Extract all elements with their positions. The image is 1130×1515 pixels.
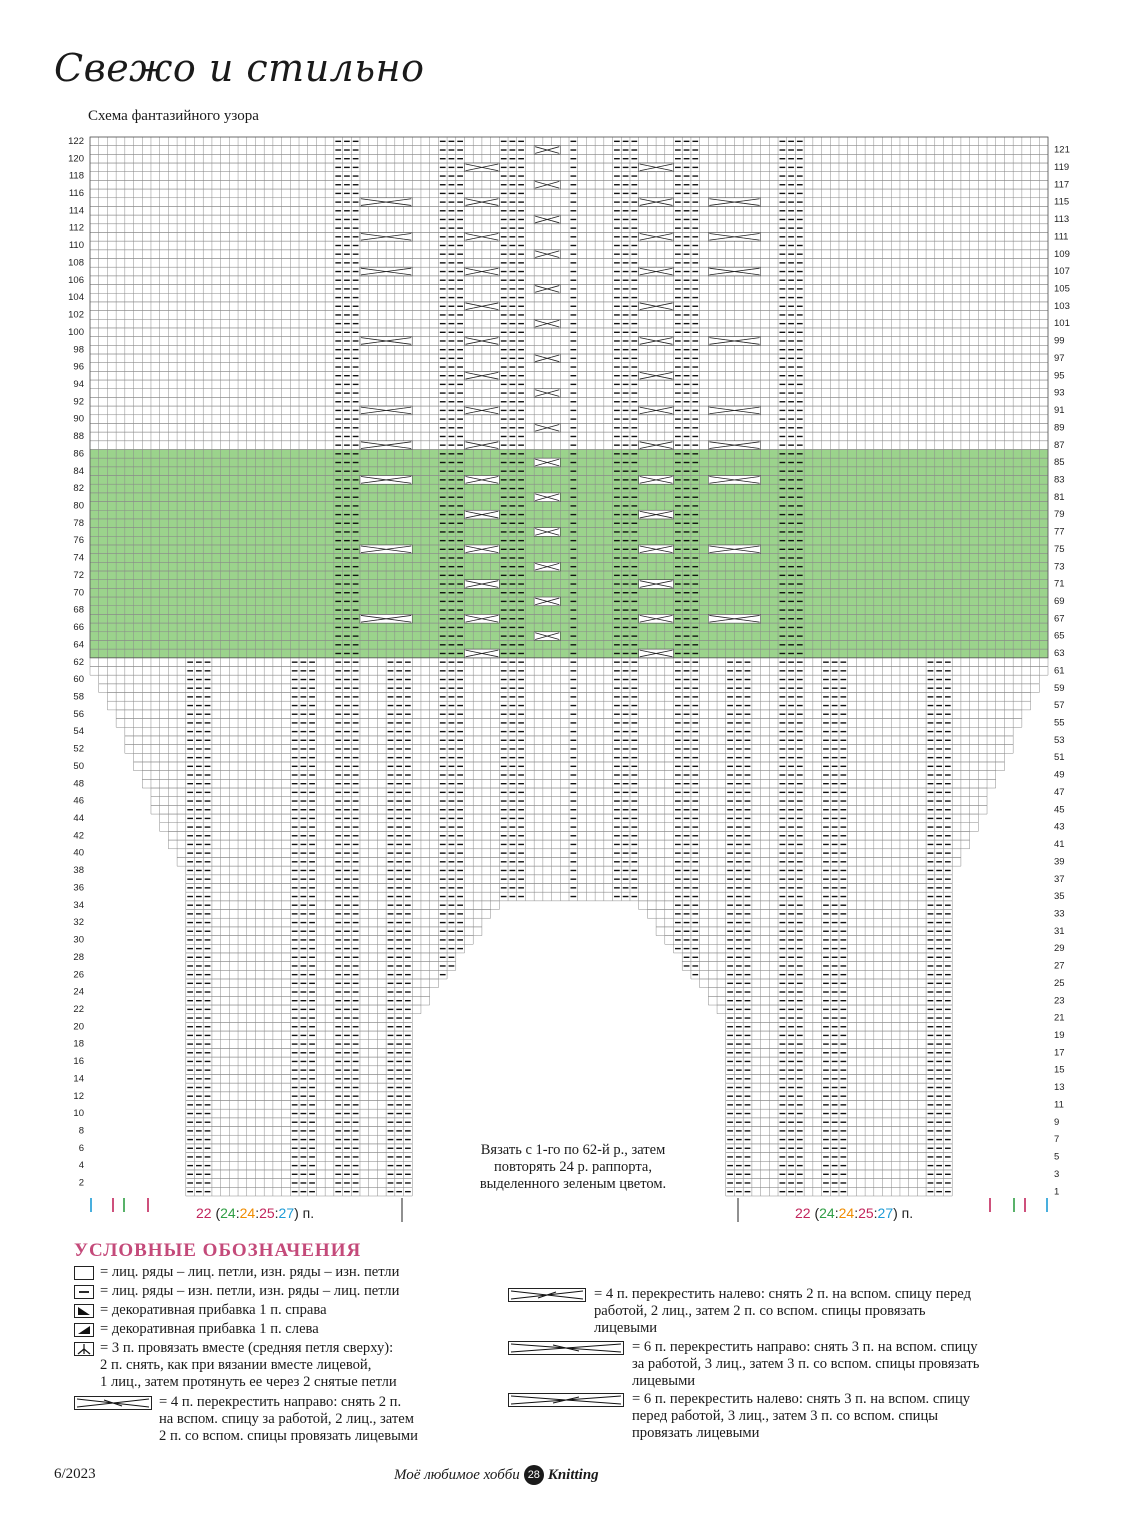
row-label: 21 <box>1054 1012 1065 1024</box>
legend-text: 1 лиц., затем протянуть ее через 2 снятые петли <box>100 1374 397 1390</box>
row-label: 62 <box>73 656 84 668</box>
row-label: 66 <box>73 622 84 634</box>
row-label: 110 <box>68 240 84 252</box>
legend-text: работой, 2 лиц., затем 2 п. со вспом. спицы провязать <box>594 1303 926 1319</box>
legend-item-dash-cell <box>74 1283 514 1303</box>
row-label: 32 <box>73 917 84 929</box>
issue-number: 6/2023 <box>54 1466 96 1482</box>
legend-text: = декоративная прибавка 1 п. справа <box>100 1302 327 1318</box>
row-label: 41 <box>1054 839 1065 851</box>
row-label: 122 <box>68 135 84 147</box>
size-part: 24 <box>838 1205 855 1221</box>
row-label: 109 <box>1054 248 1070 260</box>
legend-text: = 6 п. перекрестить налево: снять 3 п. на вспом. спицу <box>632 1391 971 1407</box>
row-label: 45 <box>1054 804 1065 816</box>
repeat-note-line: Вязать с 1-го по 62-й р., затем <box>480 1142 666 1158</box>
row-label: 56 <box>73 708 84 720</box>
left-row-labels <box>68 136 84 1189</box>
row-label: 107 <box>1054 266 1070 278</box>
row-label: 74 <box>73 552 84 564</box>
row-label: 50 <box>73 760 84 772</box>
row-label: 100 <box>68 326 84 338</box>
cross-6-left-icon <box>508 1393 624 1407</box>
row-label: 7 <box>1054 1134 1060 1146</box>
legend-item-empty-cell <box>74 1264 514 1284</box>
size-part: ( <box>211 1205 221 1221</box>
row-label: 36 <box>73 882 84 894</box>
row-label: 2 <box>78 1177 84 1189</box>
size-part: 22 <box>795 1205 811 1221</box>
legend-text: 2 п. со вспом. спицы провязать лицевыми <box>159 1428 418 1444</box>
row-label: 40 <box>73 847 84 859</box>
row-label: 67 <box>1054 613 1065 625</box>
row-label: 13 <box>1054 1082 1065 1094</box>
legend-item-knit-3-together <box>74 1340 514 1396</box>
size-part: : <box>854 1205 859 1221</box>
row-label: 47 <box>1054 786 1065 798</box>
row-label: 3 <box>1054 1168 1060 1180</box>
row-label: 17 <box>1054 1047 1065 1059</box>
row-label: 63 <box>1054 648 1065 660</box>
row-label: 22 <box>73 1003 84 1015</box>
row-label: 101 <box>1054 318 1070 330</box>
size-part: 27 <box>877 1205 894 1221</box>
row-label: 91 <box>1054 405 1065 417</box>
row-label: 82 <box>73 483 84 495</box>
row-label: 79 <box>1054 509 1065 521</box>
row-label: 49 <box>1054 769 1065 781</box>
row-label: 38 <box>73 865 84 877</box>
size-label-left <box>196 1205 314 1221</box>
row-label: 12 <box>73 1090 84 1102</box>
legend-title: УСЛОВНЫЕ ОБОЗНАЧЕНИЯ <box>74 1240 362 1261</box>
size-label-right <box>795 1205 913 1221</box>
legend-text: лицевыми <box>632 1373 696 1389</box>
chart-grid <box>90 137 1048 1196</box>
row-label: 31 <box>1054 925 1065 937</box>
row-label: 14 <box>73 1073 84 1085</box>
size-part: 25 <box>858 1205 874 1221</box>
row-label: 80 <box>73 500 84 512</box>
row-label: 64 <box>73 639 84 651</box>
cross-4-left-icon <box>508 1288 586 1302</box>
row-label: 120 <box>68 153 84 165</box>
row-label: 35 <box>1054 891 1065 903</box>
cross-4-right-icon <box>74 1396 152 1410</box>
row-label: 84 <box>73 465 84 477</box>
legend-text: = 4 п. перекрестить налево: снять 2 п. на вспом. спицу перед <box>594 1286 971 1302</box>
page-title: Свежо и стильно <box>54 46 425 90</box>
row-label: 61 <box>1054 665 1065 677</box>
repeat-note-line: выделенного зеленым цветом. <box>479 1176 667 1192</box>
row-label: 115 <box>1054 196 1070 208</box>
row-label: 112 <box>68 222 84 234</box>
size-part: : <box>274 1205 279 1221</box>
size-part: 24 <box>239 1205 256 1221</box>
row-label: 102 <box>68 309 84 321</box>
row-label: 97 <box>1054 352 1065 364</box>
row-label: 51 <box>1054 752 1065 764</box>
legend-item-cross-6-left <box>508 1391 1088 1447</box>
empty-cell-icon <box>74 1266 94 1280</box>
row-label: 44 <box>73 813 84 825</box>
size-part: : <box>834 1205 839 1221</box>
legend-item-cross-6-right <box>508 1339 1088 1395</box>
row-label: 8 <box>78 1125 84 1137</box>
legend-text: перед работой, 3 лиц., затем 3 п. со вспом. спицы <box>632 1408 939 1424</box>
row-label: 98 <box>73 344 84 356</box>
legend-text: = 6 п. перекрестить направо: снять 3 п. на вспом. спицу <box>632 1339 978 1355</box>
row-label: 5 <box>1054 1151 1060 1163</box>
knit-3-together-icon <box>74 1342 94 1356</box>
row-label: 72 <box>73 569 84 581</box>
row-label: 95 <box>1054 370 1065 382</box>
row-label: 11 <box>1054 1099 1064 1111</box>
row-label: 24 <box>73 986 84 998</box>
row-label: 87 <box>1054 439 1065 451</box>
row-label: 43 <box>1054 821 1065 833</box>
row-label: 85 <box>1054 457 1065 469</box>
dash-cell-icon <box>74 1285 94 1299</box>
legend-text: = декоративная прибавка 1 п. слева <box>100 1321 319 1337</box>
row-label: 114 <box>68 205 84 217</box>
legend-text: 2 п. снять, как при вязании вместе лицевой, <box>100 1357 372 1373</box>
row-label: 10 <box>73 1108 84 1120</box>
row-label: 26 <box>73 969 84 981</box>
row-label: 60 <box>73 674 84 686</box>
size-part: ( <box>810 1205 820 1221</box>
row-label: 65 <box>1054 630 1065 642</box>
right-row-labels <box>1054 145 1070 1198</box>
legend-text: за работой, 3 лиц., затем 3 п. со вспом. спицы провязать <box>632 1356 980 1372</box>
row-label: 25 <box>1054 977 1065 989</box>
row-label: 90 <box>73 413 84 425</box>
row-label: 58 <box>73 691 84 703</box>
grid-lines <box>90 137 1048 1196</box>
size-part: : <box>255 1205 260 1221</box>
chart-title: Схема фантазийного узора <box>88 108 259 124</box>
row-label: 54 <box>73 726 84 738</box>
legend-text: провязать лицевыми <box>632 1425 760 1441</box>
row-label: 15 <box>1054 1064 1065 1076</box>
size-part: 25 <box>259 1205 275 1221</box>
row-label: 86 <box>73 448 84 460</box>
row-label: 77 <box>1054 526 1065 538</box>
row-label: 78 <box>73 517 84 529</box>
size-part: 27 <box>278 1205 295 1221</box>
size-part: ) п. <box>893 1205 914 1221</box>
row-label: 48 <box>73 778 84 790</box>
row-label: 16 <box>73 1056 84 1068</box>
row-label: 33 <box>1054 908 1065 920</box>
row-label: 73 <box>1054 561 1065 573</box>
row-label: 9 <box>1054 1116 1060 1128</box>
page-number-badge: 28 <box>524 1465 544 1485</box>
row-label: 75 <box>1054 543 1065 555</box>
legend-text: = 3 п. провязать вместе (средняя петля сверху): <box>100 1340 394 1356</box>
legend-item-increase-left <box>74 1321 514 1341</box>
footer-magazine <box>394 1465 599 1485</box>
row-label: 4 <box>78 1160 84 1172</box>
legend-text: = лиц. ряды – изн. петли, изн. ряды – лиц. петли <box>100 1283 400 1299</box>
row-label: 81 <box>1054 491 1065 503</box>
cross-6-right-icon <box>508 1341 624 1355</box>
row-label: 70 <box>73 587 84 599</box>
row-label: 103 <box>1054 300 1070 312</box>
row-label: 57 <box>1054 700 1065 712</box>
row-label: 71 <box>1054 578 1065 590</box>
size-part: ) п. <box>294 1205 315 1221</box>
increase-left-icon <box>74 1323 94 1337</box>
legend-text: на вспом. спицу за работой, 2 лиц., затем <box>159 1411 414 1427</box>
row-label: 104 <box>68 292 84 304</box>
legend-item-increase-right <box>74 1302 514 1322</box>
size-part: 24 <box>220 1205 236 1221</box>
row-label: 1 <box>1054 1186 1060 1198</box>
row-label: 117 <box>1054 179 1070 191</box>
row-label: 6 <box>78 1142 84 1154</box>
row-label: 27 <box>1054 960 1065 972</box>
row-label: 52 <box>73 743 84 755</box>
legend-text: = 4 п. перекрестить направо: снять 2 п. <box>159 1394 402 1410</box>
row-label: 119 <box>1054 161 1070 173</box>
repeat-note-line: повторять 24 р. раппорта, <box>494 1159 652 1175</box>
size-part: 22 <box>196 1205 212 1221</box>
row-label: 106 <box>68 274 84 286</box>
row-label: 59 <box>1054 682 1065 694</box>
row-label: 68 <box>73 604 84 616</box>
repeat-note <box>438 1142 708 1193</box>
size-part: 24 <box>819 1205 835 1221</box>
row-label: 28 <box>73 951 84 963</box>
size-part: : <box>873 1205 878 1221</box>
row-label: 118 <box>68 170 84 182</box>
row-label: 121 <box>1054 144 1070 156</box>
row-label: 19 <box>1054 1030 1065 1042</box>
magazine-name: Моё любимое хобби <box>394 1466 520 1483</box>
row-label: 18 <box>73 1038 84 1050</box>
row-label: 94 <box>73 378 84 390</box>
row-label: 76 <box>73 535 84 547</box>
row-label: 37 <box>1054 873 1065 885</box>
legend-text: = лиц. ряды – лиц. петли, изн. ряды – изн. петли <box>100 1264 400 1280</box>
row-label: 83 <box>1054 474 1065 486</box>
row-label: 30 <box>73 934 84 946</box>
row-label: 23 <box>1054 995 1065 1007</box>
row-label: 108 <box>68 257 84 269</box>
row-label: 92 <box>73 396 84 408</box>
row-label: 96 <box>73 361 84 373</box>
legend-item-cross-4-left <box>508 1286 1088 1342</box>
row-label: 111 <box>1054 231 1069 243</box>
row-label: 20 <box>73 1021 84 1033</box>
row-label: 39 <box>1054 856 1065 868</box>
row-label: 99 <box>1054 335 1065 347</box>
legend-text: лицевыми <box>594 1320 658 1336</box>
row-label: 53 <box>1054 734 1065 746</box>
row-label: 55 <box>1054 717 1065 729</box>
legend-item-cross-4-right <box>74 1394 514 1450</box>
row-label: 88 <box>73 431 84 443</box>
row-label: 93 <box>1054 387 1065 399</box>
row-label: 46 <box>73 795 84 807</box>
brand-name: Knitting <box>547 1466 599 1483</box>
row-label: 105 <box>1054 283 1070 295</box>
increase-right-icon <box>74 1304 94 1318</box>
row-label: 34 <box>73 899 84 911</box>
row-label: 69 <box>1054 596 1065 608</box>
row-label: 89 <box>1054 422 1065 434</box>
row-label: 29 <box>1054 943 1065 955</box>
row-label: 116 <box>68 188 84 200</box>
row-label: 113 <box>1054 214 1070 226</box>
size-part: : <box>235 1205 240 1221</box>
row-label: 42 <box>73 830 84 842</box>
